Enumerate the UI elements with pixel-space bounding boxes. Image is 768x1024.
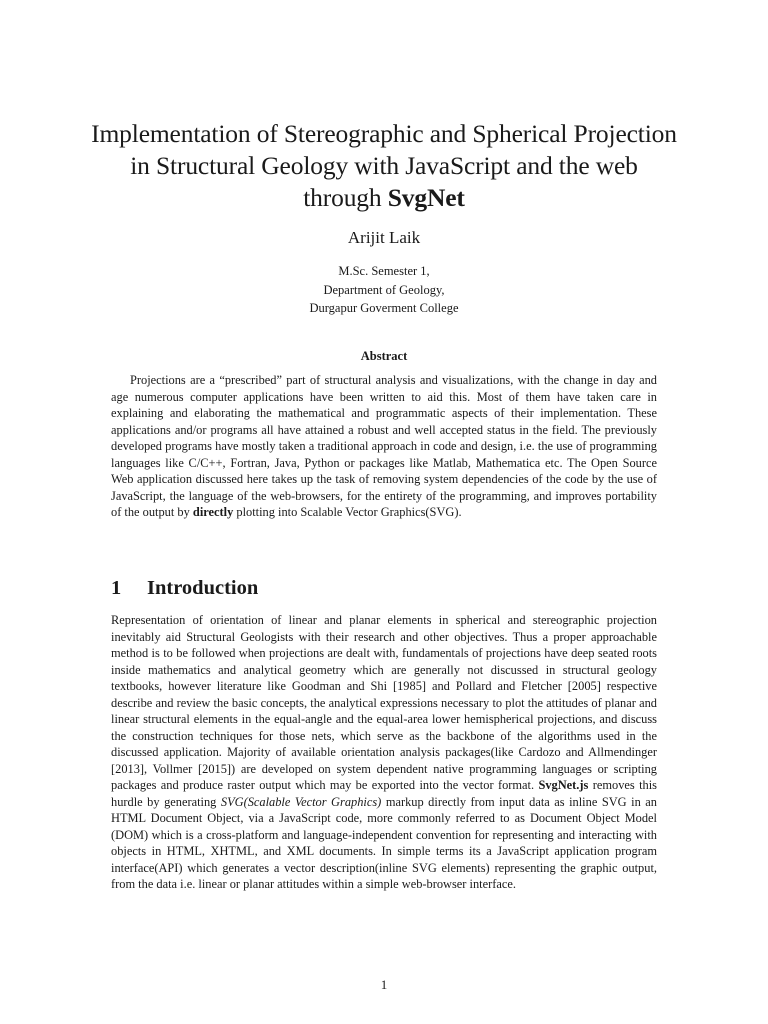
intro-part-3: markup directly from input data as inline SVG in an HTML Document Object, via a JavaScript code, more commonly referred to as Document Object Model (DOM) which is a cross-platform and language-independent convention for representing and interacting with objects in HTML, XHTML, and XML documents. In simple terms its a JavaScript application program interface(API) which generates a vector description(inline SVG elements) representing the graphic output, from the data i.e. linear or planar attitudes within a simple web-browser interface. bbox=[111, 794, 657, 891]
abstract-bold-directly: directly bbox=[192, 505, 234, 519]
section-number: 1 bbox=[111, 577, 122, 599]
abstract-text bbox=[111, 372, 657, 521]
intro-part-1: Representation of orientation of linear and planar elements in spherical and stereographic projection inevitably aid Structural Geologists with their research and other objectives. Thus a proper approachable method is to be followed when projections are dealt with, fundamentals of projections have deep seated roots inside mathematics and analytical geometry which are generally not discussed in structural geology textbooks, however literature like Goodman and Shi [1985] and Pollard and Fletcher [2005] respective describe and review the basic concepts, the analytical expressions necessary to plot the attitudes of planar and linear structural elements in the equal-angle and the equal-area lower hemispherical projections, and discuss the construction techniques for those nets, which serve as the backbone of the algorithms used in the discussed application. Majority of available orientation analysis packages(like Cardozo and Allmendinger [2013], Vollmer [2015]) are developed on system dependent native programming languages or scripting packages and produce raster output which may be exported into the vector format. bbox=[111, 613, 657, 792]
author-name: Arijit Laik bbox=[347, 228, 421, 247]
affiliation-line-1: M.Sc. Semester 1, bbox=[338, 264, 430, 278]
section-heading-introduction bbox=[111, 575, 258, 601]
affiliation-line-2: Department of Geology, bbox=[323, 282, 445, 297]
paper-title bbox=[40, 118, 728, 214]
title-svgnet: SvgNet bbox=[387, 183, 465, 212]
title-line-2: in Structural Geology with JavaScript and the web bbox=[130, 151, 638, 180]
intro-italic-svg: SVG(Scalable Vector Graphics) bbox=[220, 794, 382, 809]
title-line-3-prefix: through bbox=[303, 183, 388, 212]
page-number: 1 bbox=[380, 977, 388, 992]
intro-bold-svgnet-js: SvgNet.js bbox=[538, 778, 589, 792]
intro-part-2: removes this hurdle by generating bbox=[111, 778, 657, 809]
introduction-paragraph bbox=[111, 612, 657, 893]
abstract-heading: Abstract bbox=[360, 349, 408, 363]
title-line-3 bbox=[40, 182, 728, 214]
abstract-text-part-2: plotting into Scalable Vector Graphics(SVG). bbox=[233, 505, 462, 519]
author-affiliation bbox=[0, 262, 768, 318]
title-line-1: Implementation of Stereographic and Spherical Projection bbox=[91, 119, 677, 148]
section-title: Introduction bbox=[147, 577, 259, 599]
affiliation-line-3: Durgapur Goverment College bbox=[309, 301, 459, 315]
abstract-text-part-1: Projections are a “prescribed” part of structural analysis and visualizations, with the change in day and age numerous computer applications have been written to aid this. Most of them have taken care in explaining and elaborating the mathematical and programmatic aspects of their implementation. These applications and/or programs all have attained a robust and well accepted status in the field. The previously developed programs have mostly taken a traditional approach in code and design, i.e. the use of programming languages like C/C++, Fortran, Java, Python or packages like Matlab, Mathematica etc. The Open Source Web application discussed here takes up the task of removing system dependencies of the code by the use of JavaScript, the language of the web-browsers, for the entirety of the programming, and improves portability of the output by bbox=[111, 373, 657, 519]
